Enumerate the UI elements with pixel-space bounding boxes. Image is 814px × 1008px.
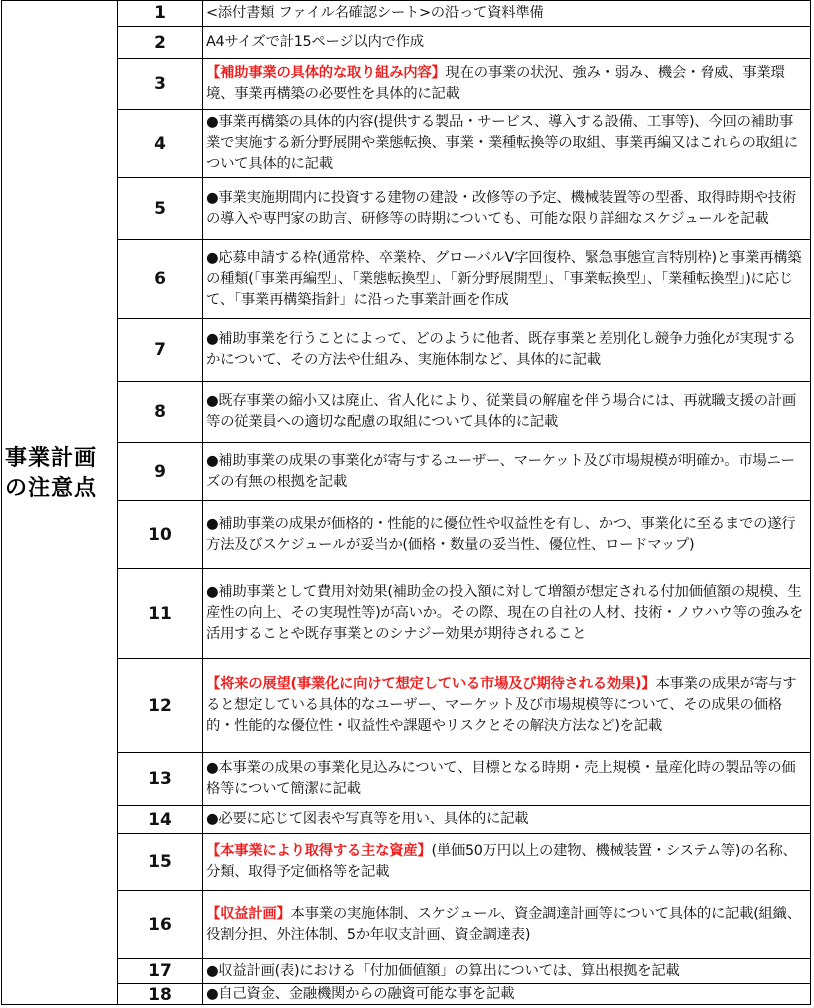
row-number: 11 <box>118 569 203 658</box>
row-body-text: ●既存事業の縮小又は廃止、省人化により、従業員の解雇を伴う場合には、再就職支援の計画等の従業員への適切な配慮の取組について具体的に記載 <box>206 393 796 430</box>
row-number: 16 <box>118 891 203 958</box>
table-row <box>118 177 811 239</box>
row-body-text: ●補助事業の成果が価格的・性能的に優位性や収益性を有し、かつ、事業化に至るまでの遂行方法及びスケジュールが妥当か(価格・数量の妥当性、優位性、ロードマップ) <box>206 515 796 553</box>
row-text <box>206 582 807 645</box>
row-text <box>206 514 807 556</box>
row-text <box>206 841 807 883</box>
row-text-cell <box>206 178 807 239</box>
row-number: 14 <box>118 806 203 833</box>
row-number: 7 <box>118 319 203 381</box>
row-number: 17 <box>118 959 203 983</box>
table-row <box>118 318 811 381</box>
row-number: 10 <box>118 501 203 568</box>
table-row <box>118 805 811 833</box>
row-text <box>206 329 807 371</box>
row-text-cell <box>206 659 807 752</box>
row-text <box>206 188 807 230</box>
table-row <box>118 109 811 177</box>
row-body-text: 本事業の成果が寄与すると想定している具体的なユーザー、マーケット及び市場規模等について、その成果の価格的・性能的な優位性・収益性や課題やリスクとその解決方法など)を記載 <box>206 676 797 734</box>
row-text-cell <box>206 806 807 833</box>
row-text-cell <box>206 110 807 177</box>
row-text-cell <box>206 319 807 381</box>
row-text <box>206 63 807 105</box>
row-text <box>206 248 807 311</box>
row-text <box>206 32 807 53</box>
row-number: 2 <box>118 27 203 58</box>
table-row <box>118 658 811 752</box>
category-label <box>5 444 117 504</box>
table-row <box>118 58 811 109</box>
row-body-text: ●応募申請する枠(通常枠、卒業枠、グローバルV字回復枠、緊急事態宣言特別枠)と事業再構築の種類(「事業再編型」、「業態転換型」、「新分野展開型」、「事業転換型」、「業種転換型」)に応じて、「事業再構築指針」に沿った事業計画を作成 <box>206 249 802 308</box>
row-text <box>206 112 807 175</box>
row-body-text: (単価50万円以上の建物、機械装置・システム等)の名称、分類、取得予定価格等を記載 <box>206 843 797 880</box>
row-text <box>206 984 807 1005</box>
row-text-cell <box>206 59 807 109</box>
table-row <box>118 833 811 890</box>
row-text-cell <box>206 891 807 958</box>
row-body-text: ●自己資金、金融機関からの融資可能な事を記載 <box>206 986 515 1002</box>
row-number: 18 <box>118 984 203 1005</box>
row-text-cell <box>206 959 807 983</box>
row-body-text: <添付書類 ファイル名確認シート>の沿って資料準備 <box>206 4 544 21</box>
table-row <box>118 442 811 500</box>
table-row <box>118 568 811 658</box>
table-row <box>118 0 811 26</box>
row-body-text: ●事業実施期間内に投資する建物の建設・改修等の予定、機械装置等の型番、取得時期や技術の導入や専門家の助言、研修等の時期についても、可能な限り詳細なスケジュールを記載 <box>206 189 796 227</box>
row-number: 15 <box>118 834 203 890</box>
row-number: 13 <box>118 753 203 805</box>
row-body-text: ●必要に応じて図表や写真等を用い、具体的に記載 <box>206 811 529 827</box>
table-row <box>118 958 811 983</box>
row-body-text: ●補助事業の成果の事業化が寄与するユーザー、マーケット及び市場規模が明確か。市場ニーズの有無の根拠を記載 <box>206 452 795 490</box>
row-text <box>206 3 807 24</box>
row-text-cell <box>206 501 807 568</box>
row-highlight-heading: 【本事業により取得する主な資産】 <box>206 843 432 859</box>
row-text <box>206 904 807 946</box>
row-text-cell <box>206 753 807 805</box>
table-row <box>118 239 811 318</box>
row-number: 9 <box>118 443 203 500</box>
row-highlight-heading: 【補助事業の具体的な取り組み内容】 <box>206 65 446 81</box>
row-number: 5 <box>118 178 203 239</box>
table-row <box>118 890 811 958</box>
row-highlight-heading: 【収益計画】 <box>206 905 291 922</box>
row-text-cell <box>206 27 807 58</box>
row-text-cell <box>206 569 807 658</box>
table-row <box>118 752 811 805</box>
row-number: 8 <box>118 382 203 442</box>
table-row <box>118 983 811 1005</box>
row-body-text: ●補助事業として費用対効果(補助金の投入額に対して増額が想定される付加価値額の規模、生産性の向上、その実現性等)が高いか。その際、現在の自社の人材、技術・ノウハウ等の強みを活用することや既存事業とのシナジー効果が期待されること <box>206 584 804 642</box>
row-text <box>206 451 807 493</box>
category-label-line1: 事業計画 <box>5 446 98 471</box>
row-number: 4 <box>118 110 203 177</box>
table-row <box>118 500 811 568</box>
row-number: 6 <box>118 240 203 318</box>
row-body-text: 本事業の実施体制、スケジュール、資金調達計画等について具体的に記載(組織、役割分担、外注体制、5か年収支計画、資金調達表) <box>206 905 801 943</box>
row-text <box>206 809 807 830</box>
row-number: 12 <box>118 659 203 752</box>
row-text <box>206 391 807 433</box>
row-text <box>206 961 807 982</box>
row-text-cell <box>206 0 807 26</box>
row-highlight-heading: 【将来の展望(事業化に向けて想定している市場及び期待される効果)】 <box>206 676 656 692</box>
table-row <box>118 26 811 58</box>
row-body-text: 現在の事業の状況、強み・弱み、機会・脅威、事業環境、事業再構築の必要性を具体的に記載 <box>206 65 785 102</box>
table-row <box>118 381 811 442</box>
row-text-cell <box>206 382 807 442</box>
row-text-cell <box>206 240 807 318</box>
row-body-text: ●収益計画(表)における「付加価値額」の算出については、算出根拠を記載 <box>206 962 680 979</box>
row-body-text: A4サイズで計15ページ以内で作成 <box>206 34 424 50</box>
row-text-cell <box>206 984 807 1005</box>
row-text-cell <box>206 443 807 500</box>
row-number: 3 <box>118 59 203 109</box>
row-text <box>206 674 807 737</box>
row-body-text: ●事業再構築の具体的内容(提供する製品・サービス、導入する設備、工事等)、今回の補助事業で実施する新分野展開や業態転換、事業・業種転換等の取組、事業再編又はこれらの取組について具体的に記載 <box>206 114 798 172</box>
row-body-text: ●本事業の成果の事業化見込みについて、目標となる時期・売上規模・量産化時の製品等の価格等について簡潔に記載 <box>206 760 796 797</box>
category-label-line2: の注意点 <box>5 476 98 501</box>
row-text <box>206 758 807 800</box>
row-text-cell <box>206 834 807 890</box>
row-body-text: ●補助事業を行うことによって、どのように他者、既存事業と差別化し競争力強化が実現するかについて、その方法や仕組み、実施体制など、具体的に記載 <box>206 331 796 368</box>
row-number: 1 <box>118 0 203 26</box>
category-cell <box>1 0 118 1005</box>
